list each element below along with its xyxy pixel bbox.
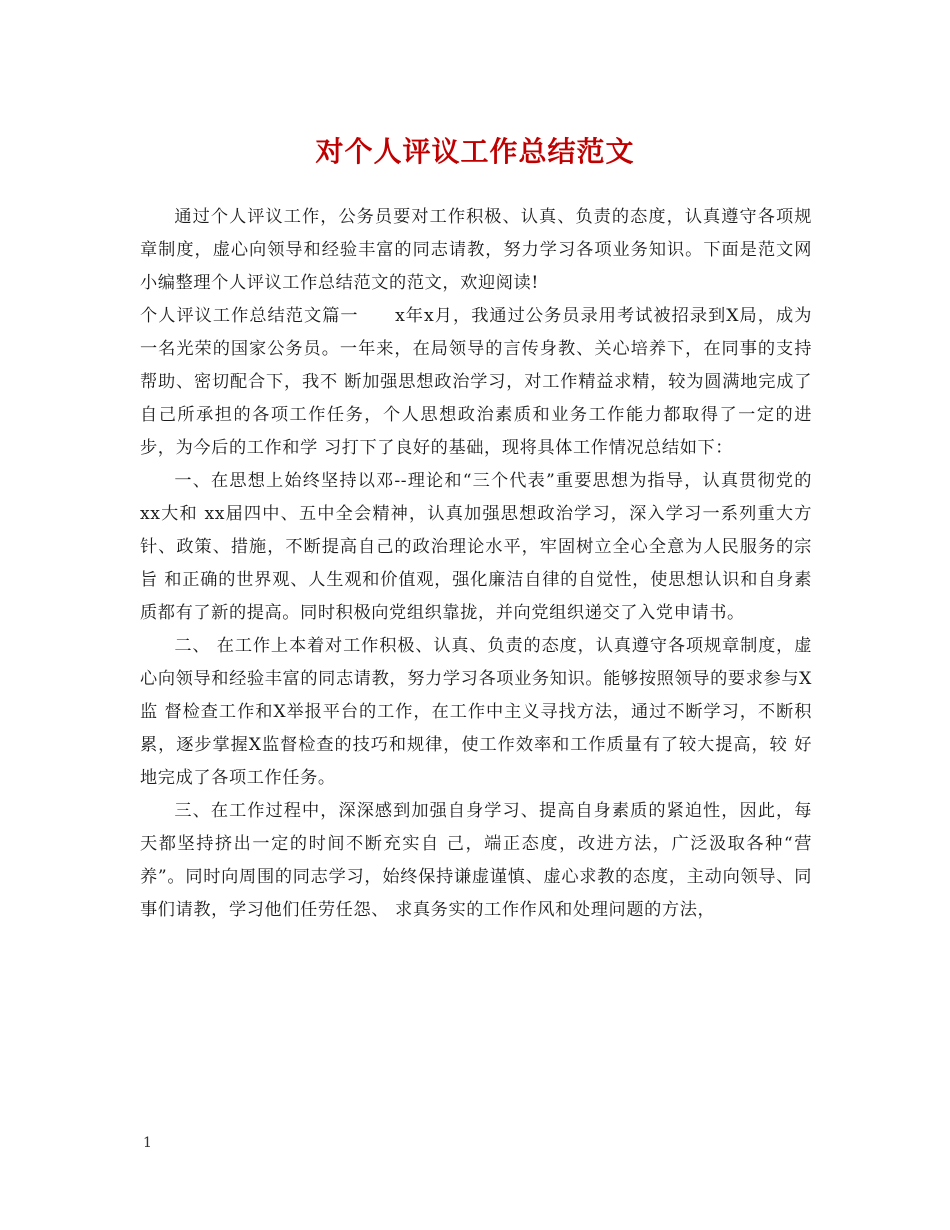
- paragraph-section-two: 二、 在工作上本着对工作积极、认真、负责的态度，认真遵守各项规章制度，虚心向领导和经验丰富的同志请教，努力学习各项业务知识。能够按照领导的要求参与X监 督检查工作和X举报平台的工作，在工作中主义寻找方法，通过不断学习，不断积累，逐步掌握X监督检查的技巧和规律，使工作效率和工作质量有了较大提高，较 好地完成了各项工作任务。: [140, 636, 812, 788]
- document-title: 对个人评议工作总结范文: [315, 135, 635, 168]
- page-number: 1: [143, 1135, 152, 1151]
- document-body: [140, 201, 812, 927]
- paragraph-section-three: 三、在工作过程中，深深感到加强自身学习、提高自身素质的紧迫性，因此，每天都坚持挤出一定的时间不断充实自 己，端正态度，改进方法，广泛汲取各种“营养”。同时向周围的同志学习，始终保持谦虚谨慎、虚心求教的态度，主动向领导、同事们请教，学习他们任劳任怨、 求真务实的工作作风和处理问题的方法，: [140, 801, 812, 920]
- paragraph-article-one: 个人评议工作总结范文篇一 x年x月，我通过公务员录用考试被招录到X局，成为一名光荣的国家公务员。一年来，在局领导的言传身教、关心培养下，在同事的支持帮助、密切配合下，我不 断加强思想政治学习，对工作精益求精，较为圆满地完成了自己所承担的各项工作任务，个人思想政治素质和业务工作能力都取得了一定的进步，为今后的工作和学 习打下了良好的基础，现将具体工作情况总结如下：: [140, 306, 812, 458]
- paragraph-intro: 通过个人评议工作，公务员要对工作积极、认真、负责的态度，认真遵守各项规章制度，虚心向领导和经验丰富的同志请教，努力学习各项业务知识。下面是范文网小编整理个人评议工作总结范文的范文，欢迎阅读!: [140, 207, 812, 293]
- paragraph-section-one: 一、在思想上始终坚持以邓--理论和“三个代表”重要思想为指导，认真贯彻党的xx大和 xx届四中、五中全会精神，认真加强思想政治学习，深入学习一系列重大方针、政策、措施，不断提高自己的政治理论水平，牢固树立全心全意为人民服务的宗旨 和正确的世界观、人生观和价值观，强化廉洁自律的自觉性，使思想认识和自身素质都有了新的提高。同时积极向党组织靠拢，并向党组织递交了入党申请书。: [140, 471, 812, 623]
